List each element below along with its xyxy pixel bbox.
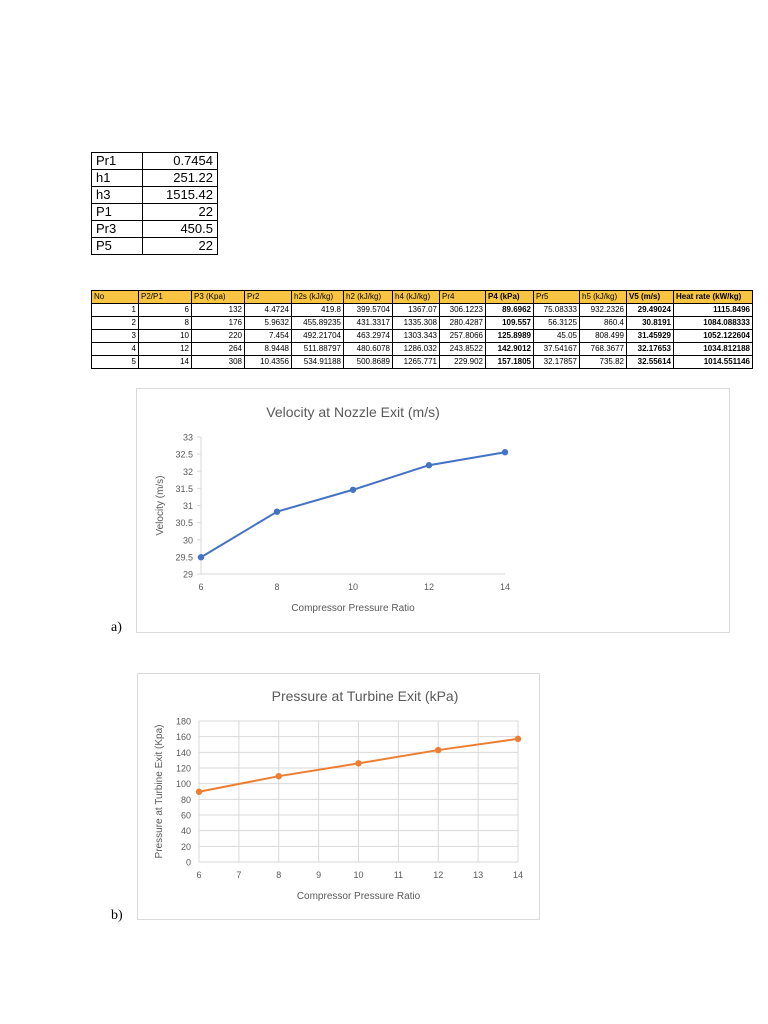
table-cell: 3 (92, 330, 139, 343)
column-header: h2s (kJ/kg) (292, 291, 344, 304)
table-cell: 12 (139, 343, 192, 356)
table-cell: 7.454 (245, 330, 292, 343)
velocity-chart (137, 389, 729, 632)
column-header: h2 (kJ/kg) (344, 291, 393, 304)
data-point (502, 449, 508, 455)
table-cell: 32.17653 (627, 343, 674, 356)
table-cell: 5 (92, 356, 139, 369)
y-tick-label: 30.5 (175, 518, 193, 529)
table-cell: 8 (139, 317, 192, 330)
table-cell: 932.2326 (580, 304, 627, 317)
table-row (92, 343, 753, 356)
table-cell: 768.3677 (580, 343, 627, 356)
table-row (92, 330, 753, 343)
x-tick-label: 14 (499, 582, 511, 592)
x-tick-label: 12 (423, 582, 435, 592)
table-cell: 1034.812188 (674, 343, 753, 356)
data-point (196, 789, 202, 795)
x-tick-label: 6 (198, 582, 204, 592)
table-cell: 37.54167 (534, 343, 580, 356)
table-cell: 220 (192, 330, 245, 343)
column-header: Pr2 (245, 291, 292, 304)
table-cell: 1 (92, 304, 139, 317)
param-value: 450.5 (143, 221, 218, 238)
y-tick-label: 0 (185, 857, 191, 868)
column-header: No (92, 291, 139, 304)
table-row (92, 356, 753, 369)
y-axis-label: Velocity (m/s) (155, 475, 166, 536)
table-cell: 56.3125 (534, 317, 580, 330)
x-tick-label: 7 (236, 870, 242, 880)
table-cell: 229.902 (440, 356, 486, 369)
table-cell: 176 (192, 317, 245, 330)
table-cell: 30.8191 (627, 317, 674, 330)
param-row (92, 204, 218, 221)
param-key: h1 (92, 170, 143, 187)
table-cell: 32.17857 (534, 356, 580, 369)
table-cell: 399.5704 (344, 304, 393, 317)
param-value: 22 (143, 204, 218, 221)
x-tick-label: 9 (316, 870, 322, 880)
param-key: Pr1 (92, 153, 143, 170)
param-value: 0.7454 (143, 153, 218, 170)
table-cell: 10.4356 (245, 356, 292, 369)
table-cell: 480.6078 (344, 343, 393, 356)
chart-title: Pressure at Turbine Exit (kPa) (271, 688, 459, 704)
table-cell: 431.3317 (344, 317, 393, 330)
param-key: P1 (92, 204, 143, 221)
param-row (92, 170, 218, 187)
table-cell: 1052.122604 (674, 330, 753, 343)
table-cell: 1367.07 (393, 304, 440, 317)
y-tick-label: 180 (175, 716, 191, 727)
table-cell: 109.557 (486, 317, 534, 330)
data-point (426, 462, 432, 468)
table-cell: 534.91188 (292, 356, 344, 369)
table-cell: 10 (139, 330, 192, 343)
panel-label-a: a) (111, 620, 122, 635)
table-cell: 1265.771 (393, 356, 440, 369)
table-cell: 243.8522 (440, 343, 486, 356)
table-cell: 75.08333 (534, 304, 580, 317)
param-row (92, 187, 218, 204)
y-tick-label: 120 (175, 763, 191, 774)
table-cell: 306.1223 (440, 304, 486, 317)
table-row (92, 317, 753, 330)
column-header: h4 (kJ/kg) (393, 291, 440, 304)
x-axis-label: Compressor Pressure Ratio (296, 891, 421, 902)
table-cell: 419.8 (292, 304, 344, 317)
y-tick-label: 140 (175, 747, 191, 758)
table-cell: 14 (139, 356, 192, 369)
table-cell: 308 (192, 356, 245, 369)
x-tick-label: 8 (274, 582, 280, 592)
param-key: Pr3 (92, 221, 143, 238)
y-tick-label: 160 (175, 732, 191, 743)
table-cell: 45.05 (534, 330, 580, 343)
x-tick-label: 10 (347, 582, 359, 592)
y-tick-label: 30 (182, 535, 193, 546)
table-cell: 31.45929 (627, 330, 674, 343)
y-axis-label: Pressure at Turbine Exit (Kpa) (154, 724, 165, 859)
table-cell: 735.82 (580, 356, 627, 369)
data-point (355, 760, 361, 766)
column-header: V5 (m/s) (627, 291, 674, 304)
y-tick-label: 31 (182, 501, 193, 511)
x-tick-label: 12 (433, 870, 444, 880)
param-row (92, 153, 218, 170)
column-header: h5 (kJ/kg) (580, 291, 627, 304)
table-cell: 1014.551146 (674, 356, 753, 369)
data-point (435, 747, 441, 753)
table-cell: 860.4 (580, 317, 627, 330)
table-cell: 511.88797 (292, 343, 344, 356)
y-tick-label: 40 (180, 826, 191, 837)
parameter-table (91, 152, 218, 255)
param-row (92, 221, 218, 238)
param-key: h3 (92, 187, 143, 204)
table-cell: 157.1805 (486, 356, 534, 369)
param-value: 22 (143, 238, 218, 255)
table-cell: 1286.032 (393, 343, 440, 356)
table-cell: 264 (192, 343, 245, 356)
y-tick-label: 60 (180, 810, 191, 821)
data-point (274, 508, 280, 514)
table-cell: 32.55614 (627, 356, 674, 369)
param-row (92, 238, 218, 255)
y-tick-label: 80 (180, 794, 191, 805)
y-tick-label: 32 (182, 466, 193, 477)
y-tick-label: 29 (182, 569, 193, 580)
y-tick-label: 31.5 (175, 483, 193, 494)
column-header: P3 (Kpa) (192, 291, 245, 304)
y-tick-label: 100 (175, 779, 191, 790)
y-tick-label: 20 (180, 841, 191, 852)
table-cell: 2 (92, 317, 139, 330)
x-tick-label: 14 (512, 870, 524, 880)
table-cell: 1335.308 (393, 317, 440, 330)
y-tick-label: 32.5 (175, 449, 193, 460)
table-cell: 142.9012 (486, 343, 534, 356)
y-tick-label: 29.5 (175, 552, 193, 563)
column-header: Pr5 (534, 291, 580, 304)
chart-panel-velocity (136, 388, 730, 633)
table-cell: 257.8066 (440, 330, 486, 343)
table-cell: 808.499 (580, 330, 627, 343)
y-tick-label: 33 (182, 432, 193, 443)
data-point (350, 487, 356, 493)
series-line (201, 452, 505, 557)
x-tick-label: 8 (276, 870, 282, 880)
param-value: 1515.42 (143, 187, 218, 204)
table-cell: 1303.343 (393, 330, 440, 343)
table-cell: 89.6962 (486, 304, 534, 317)
table-cell: 6 (139, 304, 192, 317)
data-point (276, 773, 282, 779)
table-cell: 125.8989 (486, 330, 534, 343)
table-cell: 1084.088333 (674, 317, 753, 330)
table-cell: 492.21704 (292, 330, 344, 343)
x-tick-label: 11 (393, 870, 404, 880)
table-cell: 455.89235 (292, 317, 344, 330)
table-cell: 280.4287 (440, 317, 486, 330)
data-point (198, 554, 204, 560)
x-tick-label: 10 (353, 870, 364, 880)
column-header: P4 (kPa) (486, 291, 534, 304)
param-key: P5 (92, 238, 143, 255)
table-cell: 1115.8496 (674, 304, 753, 317)
table-cell: 500.8689 (344, 356, 393, 369)
panel-label-b: b) (111, 908, 123, 923)
table-cell: 4.4724 (245, 304, 292, 317)
table-row (92, 304, 753, 317)
chart-title: Velocity at Nozzle Exit (m/s) (266, 404, 440, 420)
table-cell: 8.9448 (245, 343, 292, 356)
data-point (515, 736, 521, 742)
results-table (91, 290, 753, 369)
table-cell: 463.2974 (344, 330, 393, 343)
x-tick-label: 13 (473, 870, 484, 880)
chart-panel-pressure (137, 673, 540, 920)
pressure-chart (138, 674, 539, 919)
param-value: 251.22 (143, 170, 218, 187)
table-cell: 29.49024 (627, 304, 674, 317)
column-header: Pr4 (440, 291, 486, 304)
column-header: Heat rate (kW/kg) (674, 291, 753, 304)
x-axis-label: Compressor Pressure Ratio (291, 603, 415, 614)
table-cell: 5.9632 (245, 317, 292, 330)
column-header: P2/P1 (139, 291, 192, 304)
table-cell: 132 (192, 304, 245, 317)
table-cell: 4 (92, 343, 139, 356)
x-tick-label: 6 (196, 870, 202, 880)
